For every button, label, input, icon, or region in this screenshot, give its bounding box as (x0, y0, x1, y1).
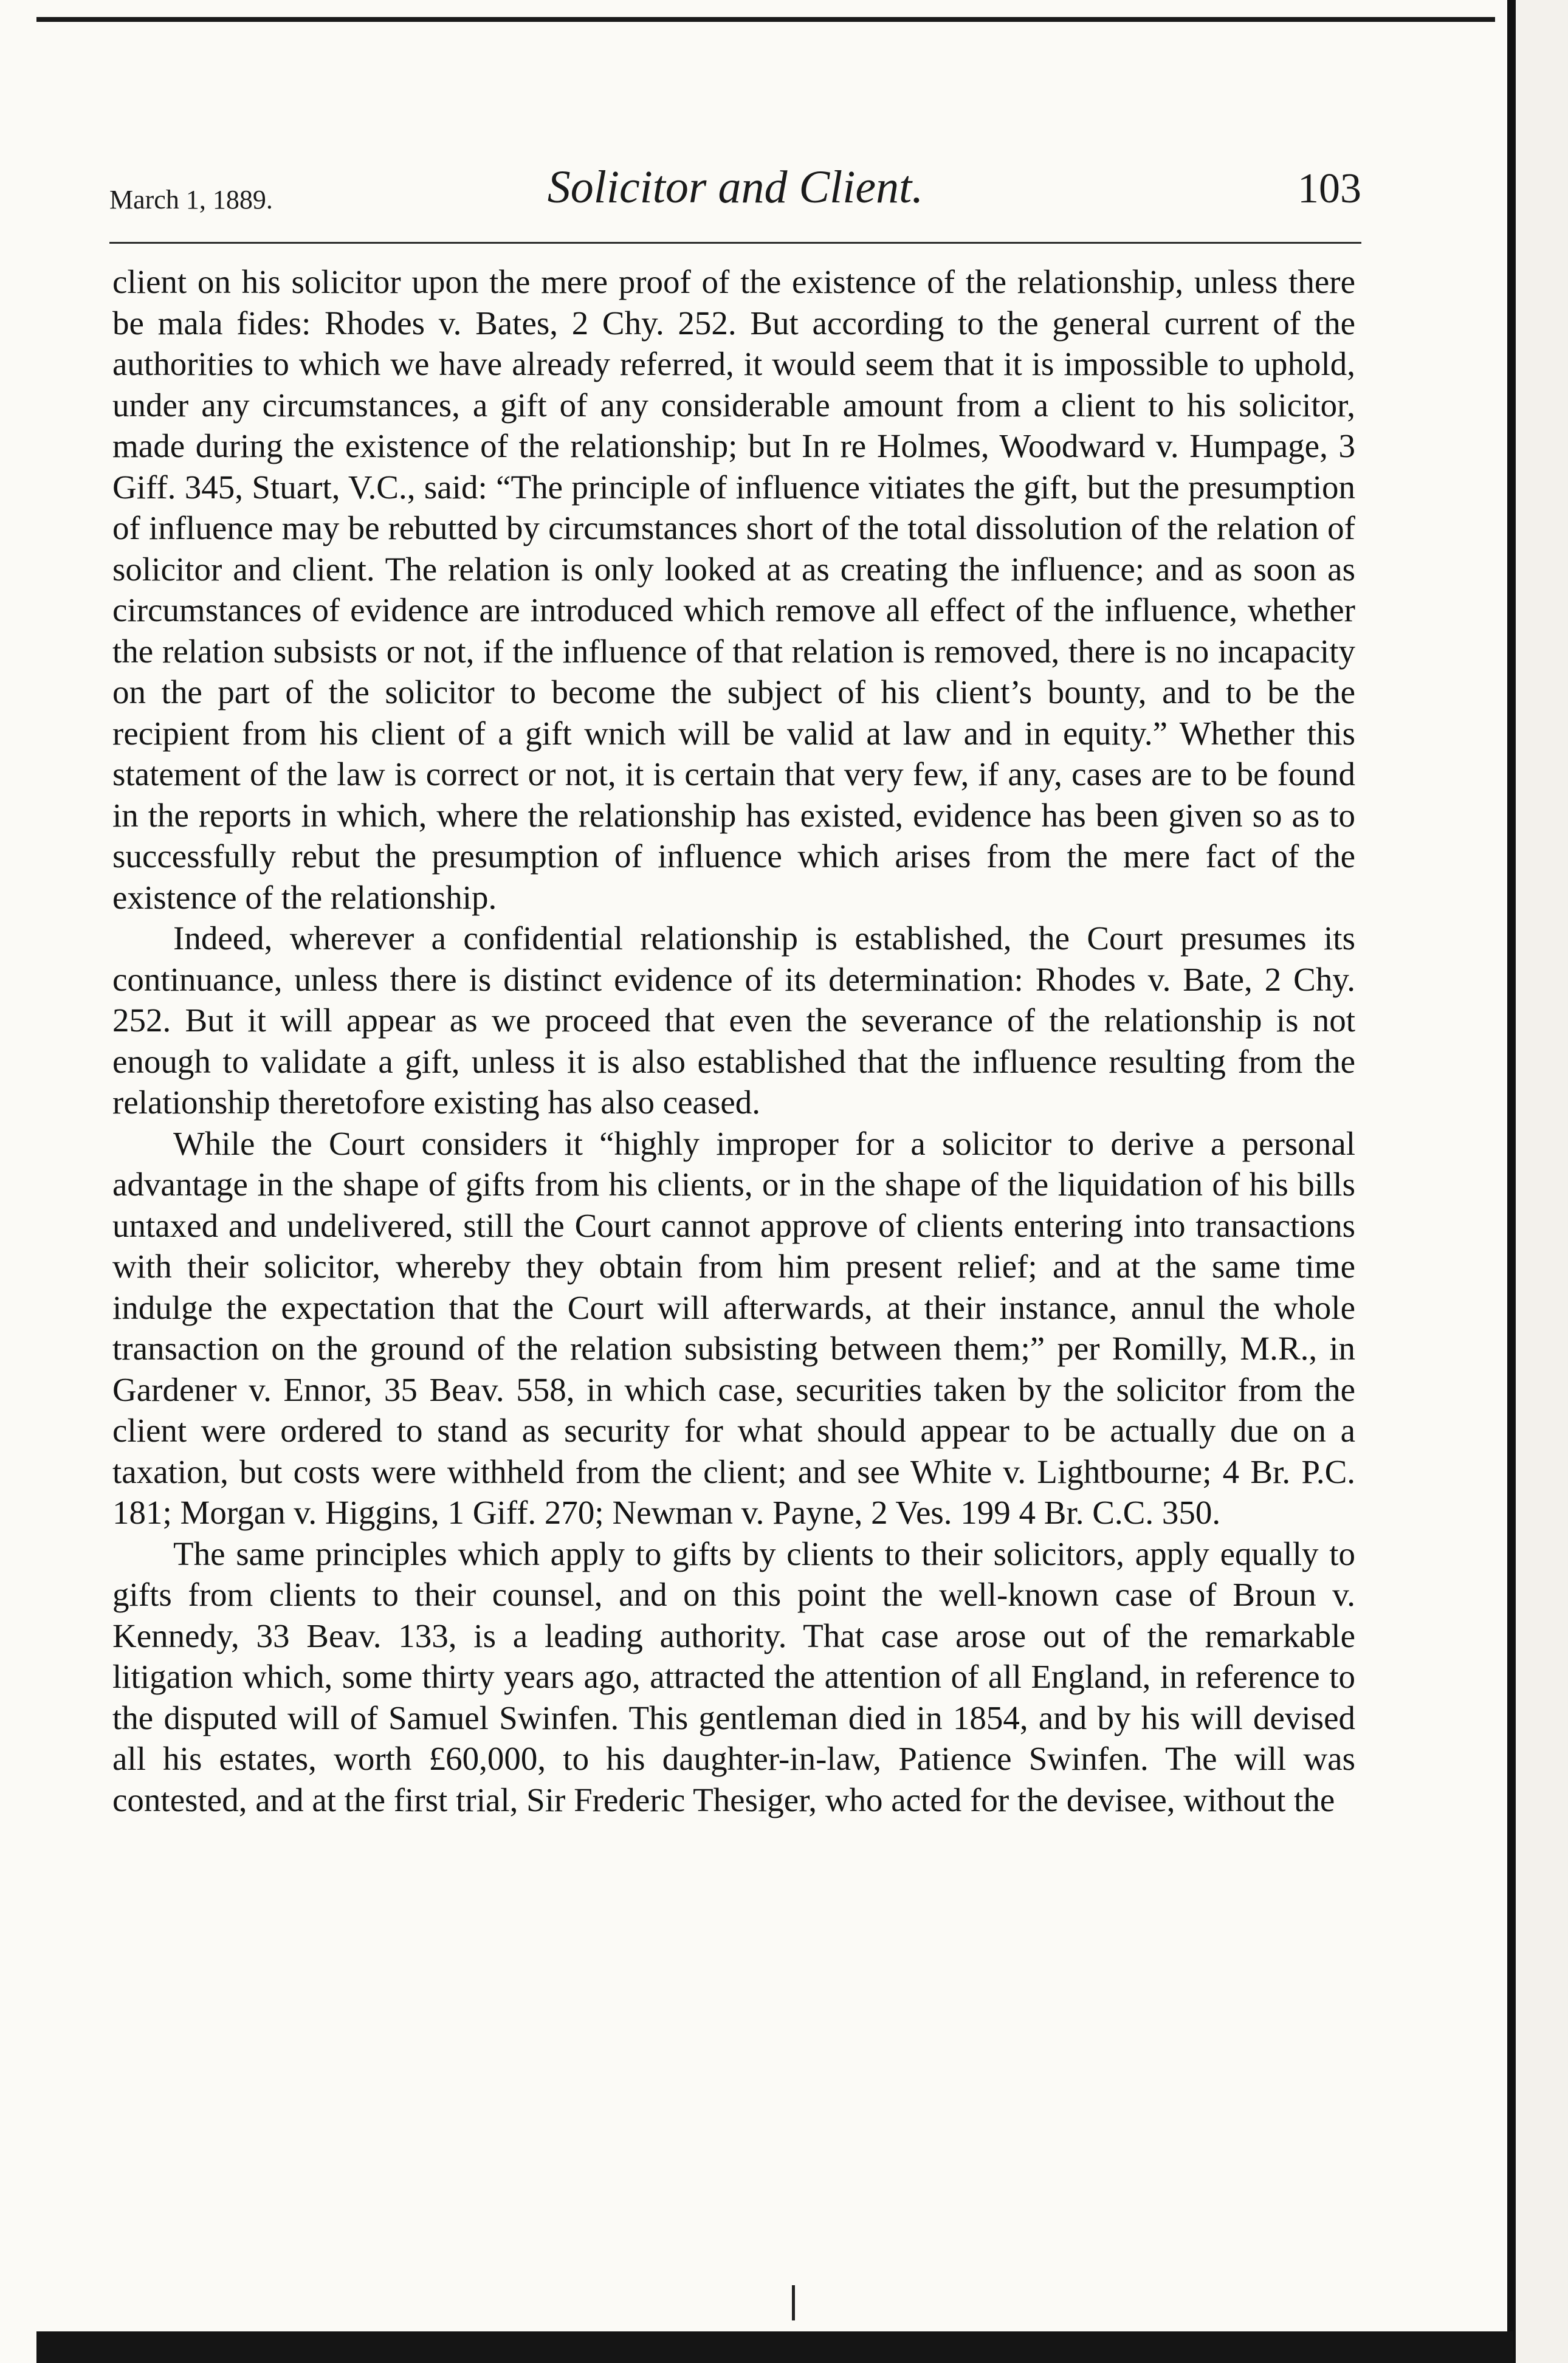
issue-date: March 1, 1889. (109, 185, 273, 215)
scan-edge (1507, 0, 1568, 2363)
page-header (109, 155, 1361, 228)
paragraph-1: client on his solicitor upon the mere proof of the existence of the relationship, unless there be mala fides: Rhodes v. Bates, 2 Chy. 252. But according to the general current of the authorities to which we have already referred, it would seem that it is impossible to uphold, under any circumstances, a gift of any considerable amount from a client to his solicitor, made during the existence of the relationship; but In re Holmes, Woodward v. Humpage, 3 Giff. 345, Stuart, V.C., said: “The principle of influence vitiates the gift, but the presumption of influence may be rebutted by circumstances short of the total dissolution of the relation of solicitor and client. The relation is only looked at as creating the influence; and as soon as circumstances of evidence are introduced which remove all effect of the influence, whether the relation subsists or not, if the influence of that relation is removed, there is no incapacity on the part of the solicitor to become the subject of his client’s bounty, and to be the recipient from his client of a gift wnich will be valid at law and in equity.” Whether this statement of the law is correct or not, it is certain that very few, if any, cases are to be found in the reports in which, where the relationship has existed, evidence has been given so as to successfully rebut the presumption of influence which arises from the mere fact of the existence of the relationship. (112, 263, 1355, 916)
top-rule (36, 17, 1495, 22)
paragraph-4: The same principles which apply to gifts by clients to their solicitors, apply equally to gifts from clients to their counsel, and on this point the well-known case of Broun v. Kennedy, 33 Beav. 133, is a leading authority. That case arose out of the remarkable litigation which, some thirty years ago, attracted the attention of all England, in reference to the disputed will of Samuel Swinfen. This gentleman died in 1854, and by his will devised all his estates, worth £60,000, to his daughter-in-law, Patience Swinfen. The will was contested, and at the first trial, Sir Frederic Thesiger, who acted for the devisee, without the (112, 1535, 1355, 1818)
page-mark (792, 2285, 795, 2320)
body-text (112, 261, 1355, 1820)
paragraph-2: Indeed, wherever a confidential relationship is established, the Court presumes its continuance, unless there is distinct evidence of its determination: Rhodes v. Bate, 2 Chy. 252. But it will appear as we proceed that even the severance of the relationship is not enough to validate a gift, unless it is also established that the influence resulting from the relationship theretofore existing has also ceased. (112, 920, 1355, 1121)
paragraph-3: While the Court considers it “highly improper for a solicitor to derive a personal advantage in the shape of gifts from his clients, or in the shape of the liquidation of his bills untaxed and undelivered, still the Court cannot approve of clients entering into transactions with their solicitor, whereby they obtain from him present relief; and at the same time indulge the expectation that the Court will afterwards, at their instance, annul the whole transaction on the ground of the relation subsisting between them;” per Romilly, M.R., in Gardener v. Ennor, 35 Beav. 558, in which case, securities taken by the solicitor from the client were ordered to stand as security for what should appear to be actually due on a taxation, but costs were withheld from the client; and see White v. Lightbourne; 4 Br. P.C. 181; Morgan v. Higgins, 1 Giff. 270; Newman v. Payne, 2 Ves. 199 4 Br. C.C. 350. (112, 1124, 1355, 1531)
scan-bottom-bar (36, 2331, 1513, 2363)
page-number: 103 (1298, 165, 1361, 212)
running-title: Solicitor and Client. (547, 162, 924, 213)
header-rule (109, 242, 1361, 244)
